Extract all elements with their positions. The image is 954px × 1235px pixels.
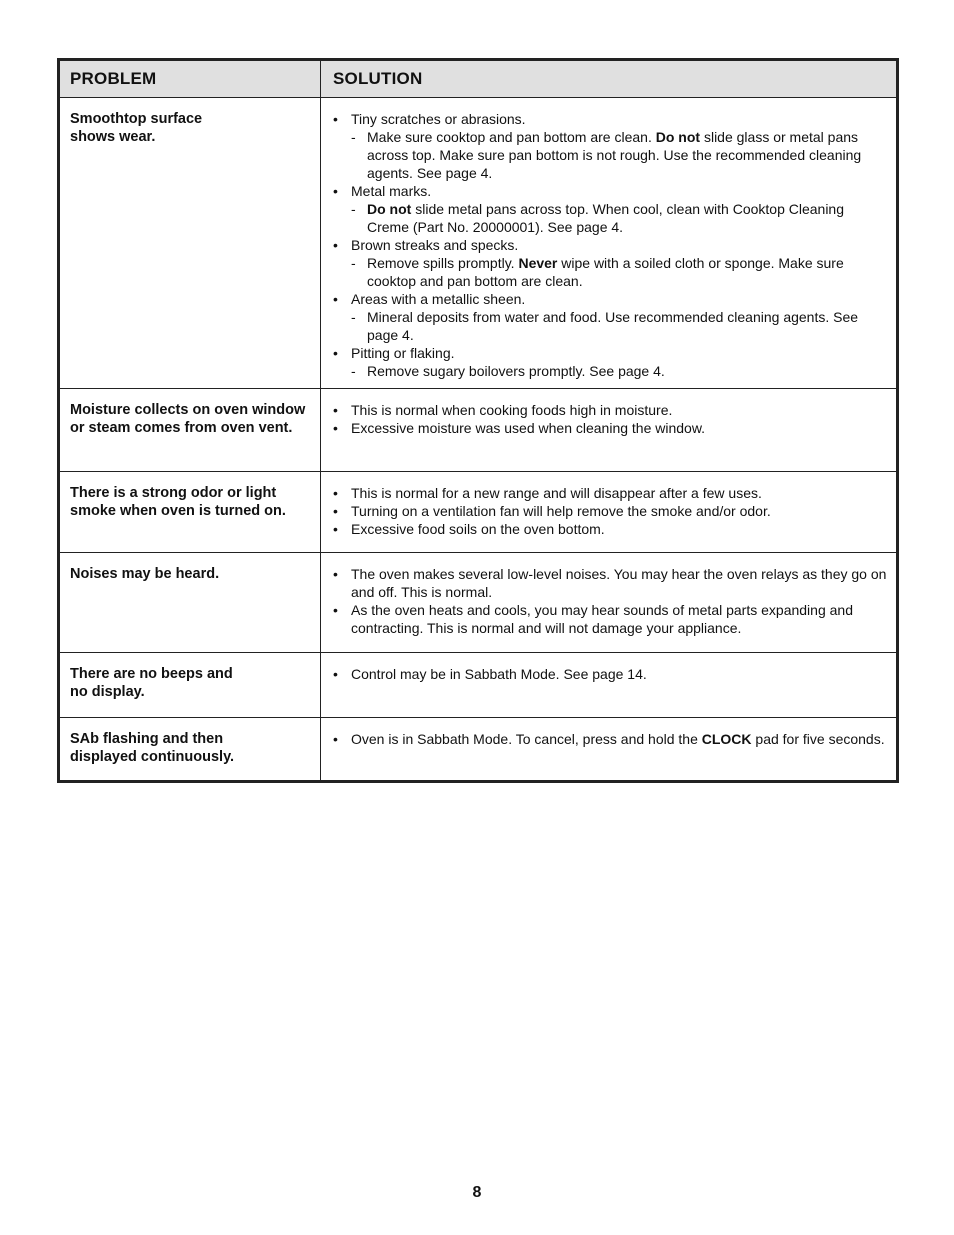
- solution-sub-item: - Remove sugary boilovers promptly. See page 4.: [351, 363, 665, 379]
- troubleshooting-table: [57, 58, 899, 783]
- solution-bullet: • Control may be in Sabbath Mode. See page 14.: [333, 665, 888, 683]
- solution-cell: [320, 389, 896, 471]
- solution-sub-item: - Do not slide metal pans across top. When cool, clean with Cooktop Cleaning Creme (Part No. 20000001). See page 4.: [351, 201, 845, 235]
- table-header: [60, 61, 896, 97]
- page-number: 8: [472, 1184, 482, 1201]
- solution-cell: [320, 98, 896, 388]
- table-row: [60, 652, 896, 717]
- problem-text: Smoothtop surface shows wear.: [70, 111, 203, 145]
- solution-bullet: • Turning on a ventilation fan will help remove the smoke and/or odor.: [333, 502, 888, 520]
- solution-bullet: • The oven makes several low-level noises. You may hear the oven relays as they go on and off. This is normal.: [333, 565, 888, 601]
- table-row: [60, 388, 896, 471]
- table-row: [60, 471, 896, 552]
- solution-sub-item: - Make sure cooktop and pan bottom are clean. Do not slide glass or metal pans across top. Make sure pan bottom is not rough. Use the recommended cleaning agents. See page 4.: [351, 129, 862, 181]
- solution-bullet: • This is normal when cooking foods high in moisture.: [333, 401, 888, 419]
- table-row: [60, 97, 896, 388]
- solution-bullet: • Excessive moisture was used when cleaning the window.: [333, 419, 888, 437]
- solution-cell: [320, 718, 896, 780]
- solution-cell: [320, 472, 896, 552]
- solution-bullet: • Excessive food soils on the oven bottom.: [333, 520, 888, 538]
- solution-bullet: • Oven is in Sabbath Mode. To cancel, press and hold the CLOCK pad for five seconds.: [333, 730, 888, 748]
- problem-text: SAb flashing and then displayed continuously.: [70, 731, 235, 765]
- problem-text: There are no beeps and no display.: [70, 666, 233, 700]
- solution-cell: [320, 653, 896, 717]
- solution-sub-item: - Remove spills promptly. Never wipe with a soiled cloth or sponge. Make sure cooktop and pan bottom are clean.: [351, 255, 844, 289]
- problem-text: There is a strong odor or light smoke when oven is turned on.: [70, 485, 286, 519]
- table-row: [60, 552, 896, 652]
- solution-bullet: • Metal marks.: [333, 182, 888, 200]
- solution-column-header: SOLUTION: [333, 69, 423, 88]
- problem-text: Noises may be heard.: [70, 566, 220, 582]
- solution-bullet: • Pitting or flaking.: [333, 344, 888, 362]
- solution-bullet: • Tiny scratches or abrasions.: [333, 110, 888, 128]
- solution-bullet: • This is normal for a new range and will disappear after a few uses.: [333, 484, 888, 502]
- problem-column-header: PROBLEM: [70, 69, 157, 88]
- solution-bullet: • As the oven heats and cools, you may hear sounds of metal parts expanding and contracting. This is normal and will not damage your appliance.: [333, 601, 888, 637]
- solution-bullet: • Areas with a metallic sheen.: [333, 290, 888, 308]
- solution-bullet: • Brown streaks and specks.: [333, 236, 888, 254]
- solution-sub-item: - Mineral deposits from water and food. Use recommended cleaning agents. See page 4.: [351, 309, 859, 343]
- table-row: [60, 717, 896, 780]
- solution-cell: [320, 553, 896, 652]
- problem-text: Moisture collects on oven window or steam comes from oven vent.: [70, 402, 306, 436]
